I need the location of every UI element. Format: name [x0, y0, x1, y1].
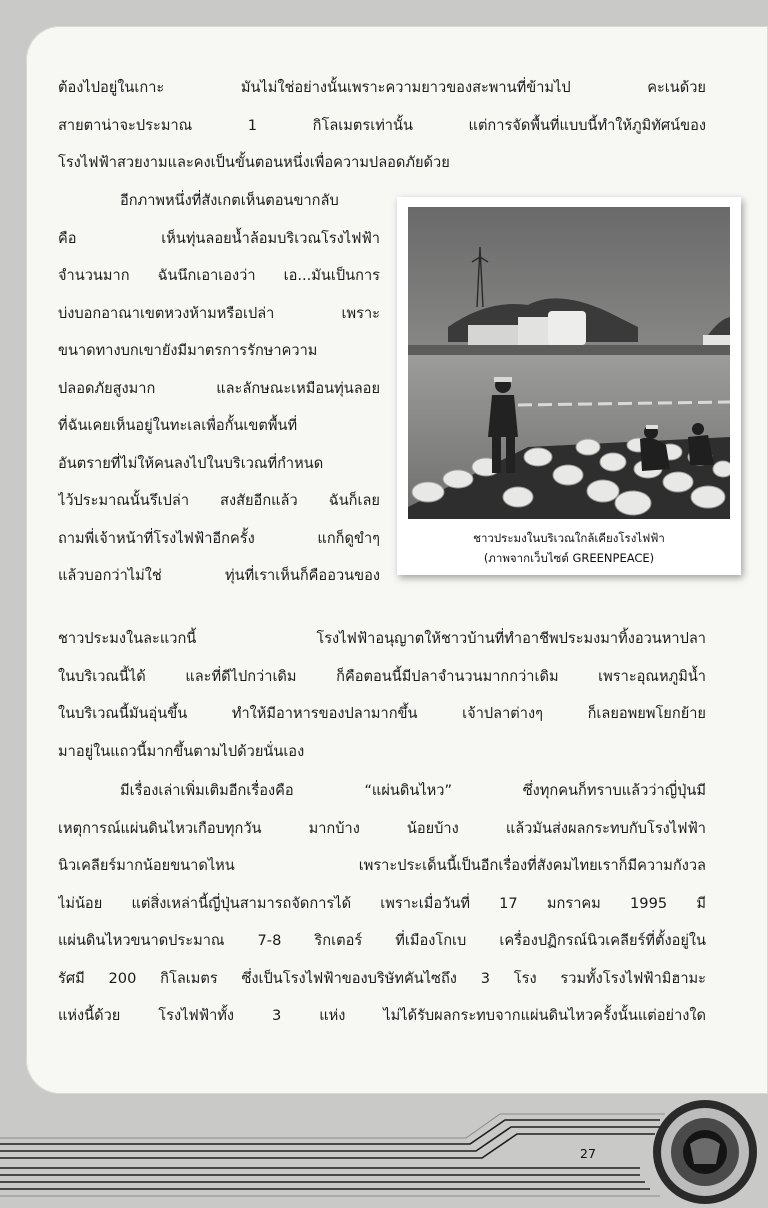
- text-line: รัศมี 200 กิโลเมตร ซึ่งเป็นโรงไฟฟ้าของบริษัทคันไซถึง 3 โรง รวมทั้งโรงไฟฟ้ามิฮามะ: [58, 969, 706, 987]
- photo-fishermen: [397, 197, 741, 575]
- paragraph-1: [58, 69, 706, 182]
- text-line: ปลอดภัยสูงมาก และลักษณะเหมือนทุ่นลอย: [58, 379, 380, 397]
- text-line: ถามพี่เจ้าหน้าที่โรงไฟฟ้าอีกครั้ง แกก็ดูขำๆ: [58, 529, 380, 547]
- text-line: นิวเคลียร์มากน้อยขนาดไหน เพราะประเด็นนี้เป็นอีกเรื่องที่สังคมไทยเราก็มีความกังวล: [58, 857, 706, 874]
- photo-credit: (ภาพจากเว็บไซต์ GREENPEACE): [483, 551, 655, 565]
- text-line: แผ่นดินไหวขนาดประมาณ 7-8 ริกเตอร์ ที่เมืองโกเบ เครื่องปฏิกรณ์นิวเคลียร์ที่ตั้งอยู่ใน: [58, 932, 706, 949]
- text-line: คือ เห็นทุ่นลอยน้ำล้อมบริเวณโรงไฟฟ้า: [58, 229, 380, 247]
- text-line: อีกภาพหนึ่งที่สังเกตเห็นตอนขากลับ: [120, 192, 339, 209]
- paragraph-3: [58, 772, 706, 1035]
- text-line: ชาวประมงในละแวกนี้ โรงไฟฟ้าอนุญาตให้ชาวบ้านที่ทำอาชีพประมงมาทิ้งอวนหาปลา: [58, 630, 706, 647]
- text-line: แห่งนี้ด้วย โรงไฟฟ้าทั้ง 3 แห่ง ไม่ได้รับผลกระทบจากแผ่นดินไหวครั้งนั้นแต่อย่างใด: [58, 1007, 706, 1024]
- text-line: ไม่น้อย แต่สิ่งเหล่านี้ญี่ปุ่นสามารถจัดการได้ เพราะเมื่อวันที่ 17 มกราคม 1995 มี: [58, 894, 706, 912]
- text-line: อันตรายที่ไม่ให้คนลงไปในบริเวณที่กำหนด: [58, 454, 324, 472]
- text-line: ไว้ประมาณนั้นรึเปล่า สงสัยอีกแล้ว ฉันก็เลย: [58, 492, 380, 509]
- text-line: ต้องไปอยู่ในเกาะ มันไม่ใช่อย่างนั้นเพราะความยาวของสะพานที่ข้ามไป คะเนด้วย: [58, 79, 706, 96]
- text-line: บ่งบอกอาณาเขตหวงห้ามหรือเปล่า เพราะ: [58, 304, 380, 322]
- paragraph-2-full: [58, 620, 706, 770]
- text-line: มีเรื่องเล่าเพิ่มเติมอีกเรื่องคือ “แผ่นดินไหว” ซึ่งทุกคนก็ทราบแล้วว่าญี่ปุ่นมี: [120, 782, 706, 799]
- footer-circuit-decoration: [0, 1094, 768, 1208]
- paragraph-2-wrap: [58, 182, 380, 595]
- text-line: โรงไฟฟ้าสวยงามและคงเป็นขั้นตอนหนึ่งเพื่อความปลอดภัยด้วย: [58, 154, 450, 171]
- photo-caption: ชาวประมงในบริเวณใกล้เคียงโรงไฟฟ้า: [473, 531, 665, 545]
- text-line: สายตาน่าจะประมาณ 1 กิโลเมตรเท่านั้น แต่การจัดพื้นที่แบบนี้ทำให้ภูมิทัศน์ของ: [58, 116, 706, 134]
- text-line: ที่ฉันเคยเห็นอยู่ในทะเลเพื่อกั้นเขตพื้นที่: [58, 417, 298, 434]
- photo-image: [408, 207, 730, 519]
- text-line: ในบริเวณนี้มันอุ่นขึ้น ทำให้มีอาหารของปลามากขึ้น เจ้าปลาต่างๆ ก็เลยอพยพโยกย้าย: [58, 705, 706, 722]
- text-line: ขนาดทางบกเขายังมีมาตรการรักษาความ: [58, 342, 318, 359]
- text-line: เหตุการณ์แผ่นดินไหวเกือบทุกวัน มากบ้าง น้อยบ้าง แล้วมันส่งผลกระทบกับโรงไฟฟ้า: [58, 819, 706, 837]
- text-line: ในบริเวณนี้ได้ และที่ดีไปกว่าเดิม ก็คือตอนนี้มีปลาจำนวนมากกว่าเดิม เพราะอุณหภูมิน้ำ: [58, 667, 706, 685]
- text-line: มาอยู่ในแถวนี้มากขึ้นตามไปด้วยนั่นเอง: [58, 742, 305, 760]
- text-line: แล้วบอกว่าไม่ใช่ ทุ่นที่เราเห็นก็คืออวนของ: [58, 567, 380, 584]
- text-line: จำนวนมาก ฉันนึกเอาเองว่า เอ...มันเป็นการ: [58, 267, 380, 284]
- page-number: 27: [580, 1146, 596, 1161]
